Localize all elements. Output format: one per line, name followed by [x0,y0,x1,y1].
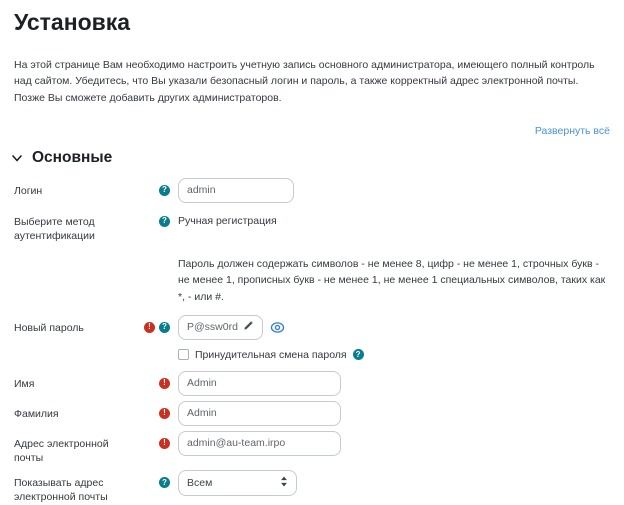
new-password-value: P@ssw0rd [187,321,238,334]
section-header-general[interactable] [14,149,610,167]
new-password-label: Новый пароль [14,321,84,334]
login-input[interactable] [178,178,294,203]
intro-text: На этой странице Вам необходимо настроить учетную запись основного администратора, имеющего полный контроль над сайтом. Убедитесь, что Вы указали безопасный логин и пароль, а также корректный адрес электронной почты. Позже Вы сможете добавить других администраторов. [14,59,595,104]
form-row-first-name [14,371,610,396]
help-icon[interactable]: ? [159,477,170,488]
new-password-input[interactable] [178,315,263,340]
email-label: Адрес электронной почты [14,437,109,465]
password-hint-row [178,256,610,305]
required-icon: ! [159,378,170,389]
expand-all-link[interactable]: Развернуть всё [534,124,610,137]
last-name-input[interactable] [178,401,341,426]
form-row-auth-method [14,209,610,243]
login-label: Логин [14,184,43,197]
required-icon: ! [159,438,170,449]
help-icon[interactable]: ? [353,349,364,360]
help-icon[interactable]: ? [159,216,170,227]
email-visibility-label: Показывать адрес электронной почты [14,477,108,504]
form-row-email [14,431,610,465]
page-title: Установка [14,9,131,35]
required-icon: ! [144,322,155,333]
form-row-last-name [14,401,610,426]
email-visibility-select[interactable] [178,470,297,496]
form-row-email-visibility [14,470,610,504]
force-password-change-row [178,349,610,361]
first-name-label: Имя [14,377,35,390]
help-icon[interactable]: ? [159,322,170,333]
email-input[interactable] [178,431,341,456]
chevron-down-icon [11,152,23,164]
help-icon[interactable]: ? [159,185,170,196]
password-policy-text: Пароль должен содержать символов - не менее 8, цифр - не менее 1, строчных букв - не менее 1, прописных букв - не менее 1, не менее 1 специальных символов, таких как *, - или #. [178,258,606,303]
force-password-change-checkbox[interactable] [178,349,189,360]
pencil-icon [243,320,254,334]
expand-all-row [14,121,610,139]
form-row-login [14,178,610,203]
auth-method-label: Выберите метод аутентификации [14,215,95,242]
auth-method-value: Ручная регистрация [178,214,277,227]
up-down-arrows-icon [280,476,288,490]
force-password-change-label: Принудительная смена пароля [195,348,347,361]
section-title: Основные [32,148,113,166]
email-visibility-value: Всем [187,477,213,490]
first-name-input[interactable] [178,371,341,396]
eye-icon[interactable] [270,321,285,334]
required-icon: ! [159,408,170,419]
form-row-new-password [14,315,610,340]
last-name-label: Фамилия [14,407,59,420]
admin-account-form [14,178,610,505]
